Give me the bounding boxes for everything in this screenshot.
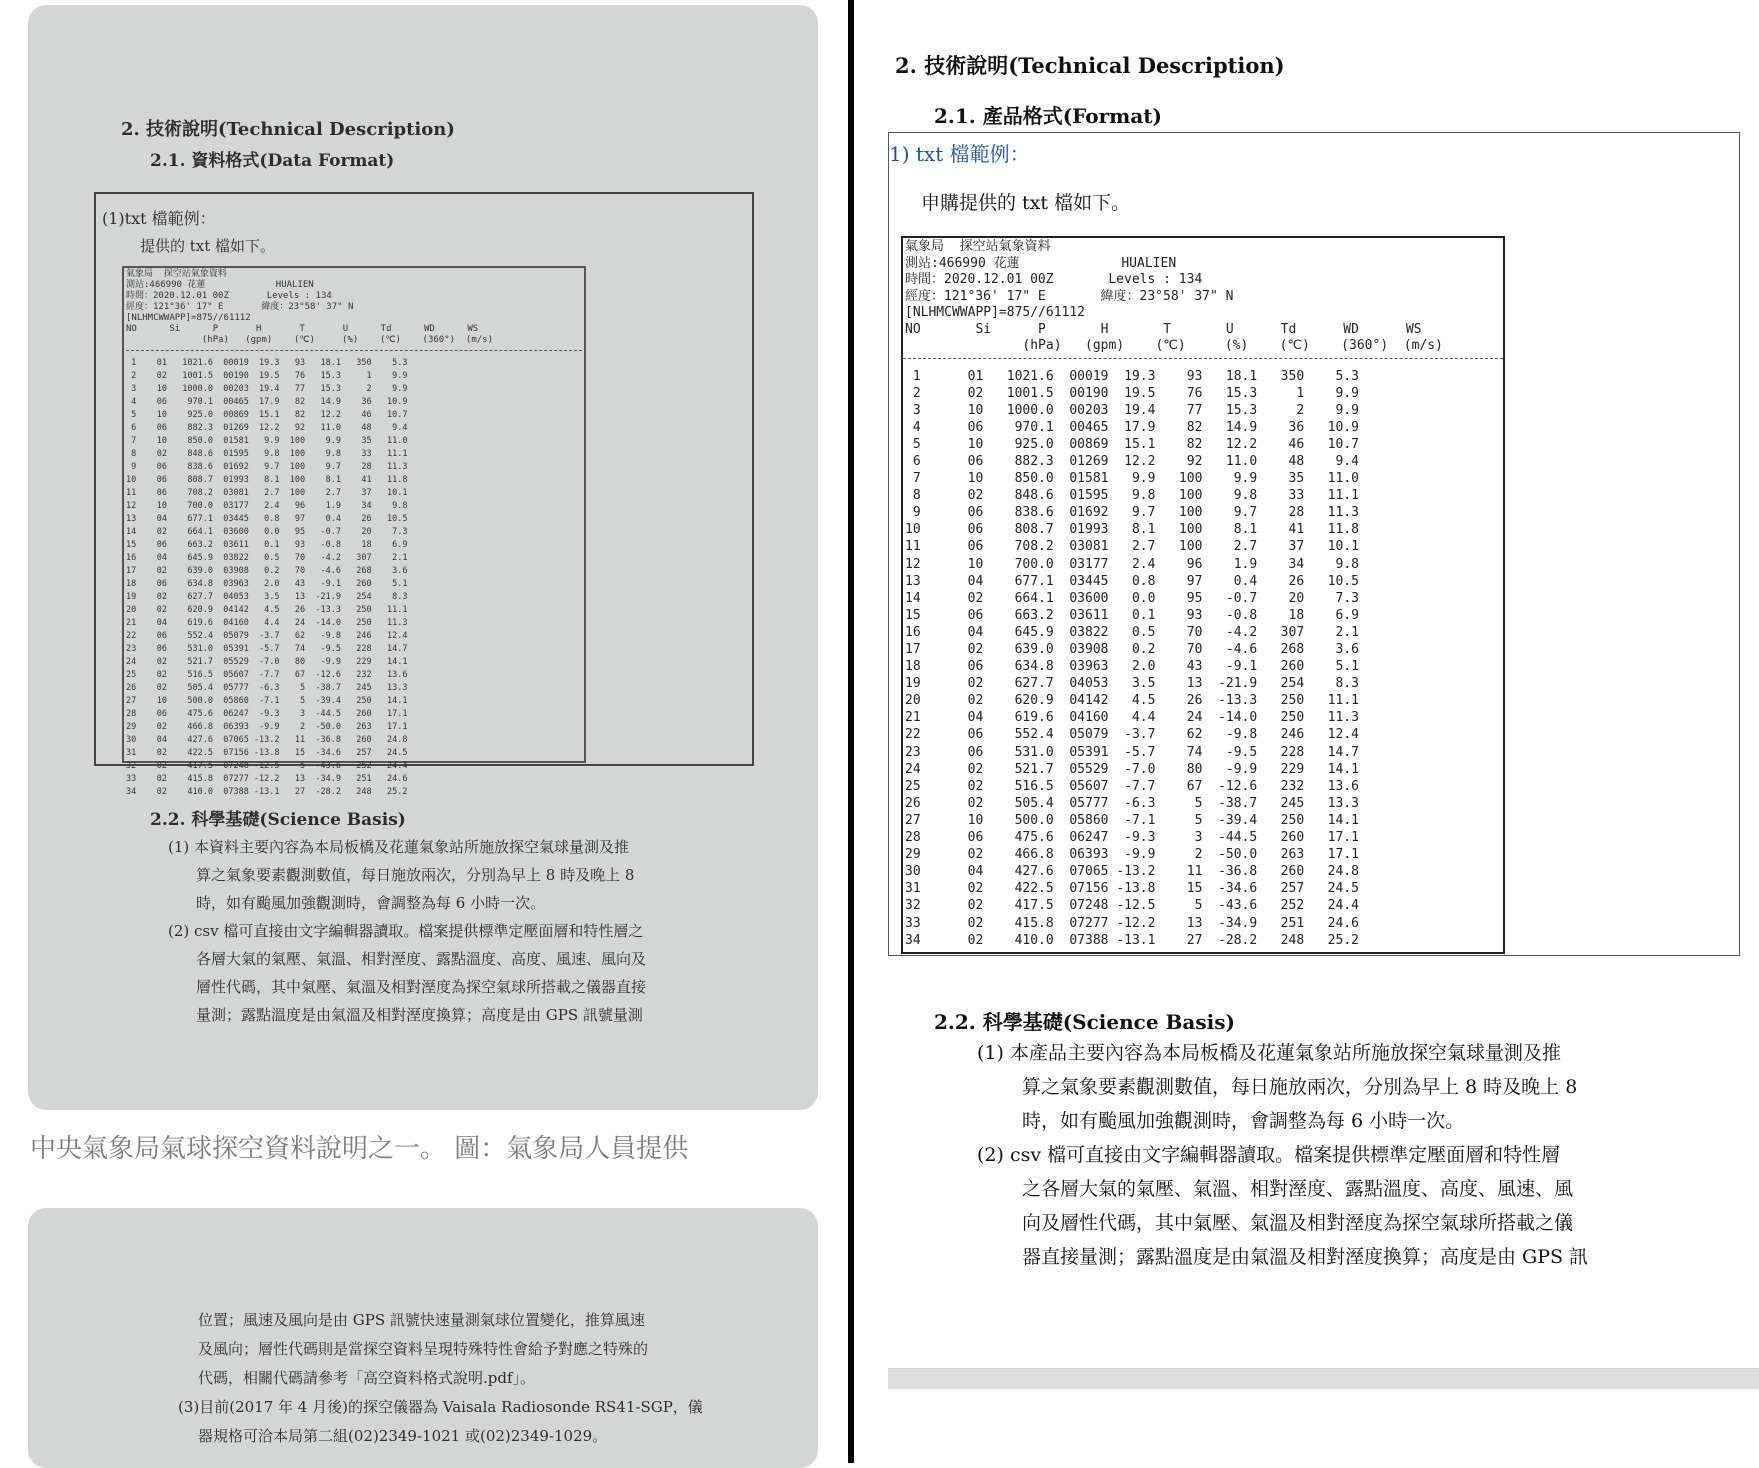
photo1-para1-line2: 算之氣象要素觀測數值，每日施放兩次，分別為早上 8 時及晚上 8 bbox=[196, 866, 635, 884]
right-example-box bbox=[888, 132, 1740, 956]
right-science-heading: 2.2. 科學基礎(Science Basis) bbox=[934, 1010, 1235, 1034]
right-data-table bbox=[901, 236, 1505, 954]
right-para1-line1: (1) 本產品主要內容為本局板橋及花蓮氣象站所施放探空氣球量測及推 bbox=[977, 1042, 1561, 1064]
photo2-line1: 位置；風速及風向是由 GPS 訊號快速量測氣球位置變化，推算風速 bbox=[198, 1311, 645, 1329]
photo-caption: 中央氣象局氣球探空資料說明之一。 圖：氣象局人員提供 bbox=[30, 1134, 689, 1164]
document-photo-2 bbox=[28, 1208, 818, 1468]
right-para2-line2: 之各層大氣的氣壓、氣溫、相對溼度、露點溫度、高度、風速、風 bbox=[1022, 1178, 1574, 1200]
document-photo-1 bbox=[28, 5, 818, 1110]
right-heading: 2. 技術說明(Technical Description) bbox=[895, 53, 1285, 78]
right-para1-line2: 算之氣象要素觀測數值，每日施放兩次，分別為早上 8 時及晚上 8 bbox=[1022, 1076, 1578, 1098]
photo1-para2-line3: 層性代碼，其中氣壓、氣溫及相對溼度為探空氣球所搭載之儀器直接 bbox=[196, 978, 647, 996]
photo1-para1-line3: 時，如有颱風加強觀測時，會調整為每 6 小時一次。 bbox=[196, 894, 546, 912]
photo1-table-header: 氣象局 探空站氣象資料 測站:466990 花蓮 HUALIEN 時間：2020.12.01 00Z Levels : 134 經度：121°36' 17" E 緯度：23°58' 37" N [NLHMCWWAPP]=875//61112 NO Si P H T U Td WD WS (hPa) (gpm) (℃) (%) (℃) (360°) (m/s) bbox=[126, 269, 493, 345]
photo1-para1-line1: (1) 本資料主要內容為本局板橋及花蓮氣象站所施放探空氣球量測及推 bbox=[168, 838, 630, 856]
photo1-heading: 2. 技術說明(Technical Description) bbox=[121, 119, 455, 140]
right-panel bbox=[854, 0, 1759, 1463]
photo2-line4: (3)目前(2017 年 4 月後)的探空儀器為 Vaisala Radiosonde RS41-SGP，儀 bbox=[178, 1398, 703, 1416]
photo1-para2-line1: (2) csv 檔可直接由文字編輯器讀取。檔案提供標準定壓面層和特性層之 bbox=[168, 922, 644, 940]
photo1-table-separator bbox=[126, 350, 582, 351]
photo1-science-heading: 2.2. 科學基礎(Science Basis) bbox=[150, 810, 406, 830]
photo2-line3: 代碼，相關代碼請參考「高空資料格式說明.pdf」。 bbox=[198, 1369, 536, 1387]
right-para1-line3: 時，如有颱風加強觀測時，會調整為每 6 小時一次。 bbox=[1022, 1110, 1465, 1132]
photo1-data-table bbox=[122, 266, 586, 797]
photo1-subheading: 2.1. 資料格式(Data Format) bbox=[150, 151, 395, 171]
right-table-separator bbox=[903, 358, 1503, 359]
page-bottom-scrollbar[interactable] bbox=[888, 1368, 1759, 1389]
right-table-header: 氣象局 探空站氣象資料 測站:466990 花蓮 HUALIEN 時間：2020.12.01 00Z Levels : 134 經度：121°36' 17" E 緯度：23°58' 37" N [NLHMCWWAPP]=875//61112 NO Si P H T U Td WD WS (hPa) (gpm) (℃) (%) (℃) (360°) (m/s) bbox=[905, 239, 1443, 353]
right-para2-line4: 器直接量測；露點溫度是由氣溫及相對溼度換算；高度是由 GPS 訊 bbox=[1022, 1246, 1589, 1268]
photo2-line5: 器規格可洽本局第二組(02)2349-1021 或(02)2349-1029。 bbox=[198, 1427, 608, 1445]
photo1-table-rows: 1 01 1021.6 00019 19.3 93 18.1 350 5.3 2 02 1001.5 00190 19.5 76 15.3 1 9.9 3 10 1000.0 00203 19.4 77 15.3 2 9.9 4 06 970.1 00465 17.9 82 14.9 36 10.9 5 10 925.0 00869 15.1 82 12.2 46 10.7 6 06 882.3 01269 12.2 92 11.0 48 9.4 7 10 850.0 01581 9.9 100 9.9 35 11.0 8 02 848.6 01595 9.8 100 9.8 33 11.1 9 06 838.6 01692 9.7 100 9.7 28 11.3 10 06 808.7 01993 8.1 100 8.1 41 11.8 11 06 708.2 03081 2.7 100 2.7 37 10.1 12 10 700.0 03177 2.4 96 1.9 34 9.8 13 04 677.1 03445 0.8 97 0.4 26 10.5 14 02 664.1 03600 0.0 95 -0.7 20 7.3 15 06 663.2 03611 0.1 93 -0.8 18 6.9 16 04 645.9 03822 0.5 70 -4.2 307 2.1 17 02 639.0 03908 0.2 70 -4.6 268 3.6 18 06 634.8 03963 2.0 43 -9.1 260 5.1 19 02 627.7 04053 3.5 13 -21.9 254 8.3 20 02 620.9 04142 4.5 26 -13.3 250 11.1 21 04 619.6 04160 4.4 24 -14.0 250 11.3 22 06 552.4 05079 -3.7 62 -9.8 246 12.4 23 06 531.0 05391 -5.7 74 -9.5 228 14.7 24 02 521.7 05529 -7.0 80 -9.9 229 14.1 25 02 516.5 05607 -7.7 67 -12.6 232 13.6 26 02 505.4 05777 -6.3 5 -38.7 245 13.3 27 10 500.0 05860 -7.1 5 -39.4 250 14.1 28 06 475.6 06247 -9.3 3 -44.5 260 17.1 29 02 466.8 06393 -9.9 2 -50.0 263 17.1 30 04 427.6 07065 -13.2 11 -36.8 260 24.8 31 02 422.5 07156 -13.8 15 -34.6 257 24.5 32 02 417.5 07248 -12.5 5 -43.6 252 24.4 33 02 415.8 07277 -12.2 13 -34.9 251 24.6 34 02 410.0 07388 -13.1 27 -28.2 248 25.2 bbox=[126, 358, 408, 797]
right-subheading: 2.1. 產品格式(Format) bbox=[934, 104, 1162, 128]
right-box-line1: 1) txt 檔範例： bbox=[889, 142, 1030, 166]
right-para2-line1: (2) csv 檔可直接由文字編輯器讀取。檔案提供標準定壓面層和特性層 bbox=[977, 1144, 1561, 1166]
right-para2-line3: 向及層性代碼，其中氣壓、氣溫及相對溼度為探空氣球所搭載之儀 bbox=[1022, 1212, 1574, 1234]
right-box-line2: 申購提供的 txt 檔如下。 bbox=[921, 192, 1131, 214]
photo2-line2: 及風向；層性代碼則是當探空資料呈現特殊特性會給予對應之特殊的 bbox=[198, 1340, 649, 1358]
photo1-para2-line4: 量測；露點溫度是由氣溫及相對溼度換算；高度是由 GPS 訊號量測 bbox=[196, 1006, 643, 1024]
photo1-box-line2: 提供的 txt 檔如下。 bbox=[140, 237, 276, 255]
photo1-para2-line2: 各層大氣的氣壓、氣溫、相對溼度、露點溫度、高度、風速、風向及 bbox=[196, 950, 647, 968]
photo1-example-box bbox=[94, 192, 754, 797]
right-table-rows: 1 01 1021.6 00019 19.3 93 18.1 350 5.3 2 02 1001.5 00190 19.5 76 15.3 1 9.9 3 10 1000.0 00203 19.4 77 15.3 2 9.9 4 06 970.1 00465 17.9 82 14.9 36 10.9 5 10 925.0 00869 15.1 82 12.2 46 10.7 6 06 882.3 01269 12.2 92 11.0 48 9.4 7 10 850.0 01581 9.9 100 9.9 35 11.0 8 02 848.6 01595 9.8 100 9.8 33 11.1 9 06 838.6 01692 9.7 100 9.7 28 11.3 10 06 808.7 01993 8.1 100 8.1 41 11.8 11 06 708.2 03081 2.7 100 2.7 37 10.1 12 10 700.0 03177 2.4 96 1.9 34 9.8 13 04 677.1 03445 0.8 97 0.4 26 10.5 14 02 664.1 03600 0.0 95 -0.7 20 7.3 15 06 663.2 03611 0.1 93 -0.8 18 6.9 16 04 645.9 03822 0.5 70 -4.2 307 2.1 17 02 639.0 03908 0.2 70 -4.6 268 3.6 18 06 634.8 03963 2.0 43 -9.1 260 5.1 19 02 627.7 04053 3.5 13 -21.9 254 8.3 20 02 620.9 04142 4.5 26 -13.3 250 11.1 21 04 619.6 04160 4.4 24 -14.0 250 11.3 22 06 552.4 05079 -3.7 62 -9.8 246 12.4 23 06 531.0 05391 -5.7 74 -9.5 228 14.7 24 02 521.7 05529 -7.0 80 -9.9 229 14.1 25 02 516.5 05607 -7.7 67 -12.6 232 13.6 26 02 505.4 05777 -6.3 5 -38.7 245 13.3 27 10 500.0 05860 -7.1 5 -39.4 250 14.1 28 06 475.6 06247 -9.3 3 -44.5 260 17.1 29 02 466.8 06393 -9.9 2 -50.0 263 17.1 30 04 427.6 07065 -13.2 11 -36.8 260 24.8 31 02 422.5 07156 -13.8 15 -34.6 257 24.5 32 02 417.5 07248 -12.5 5 -43.6 252 24.4 33 02 415.8 07277 -12.2 13 -34.9 251 24.6 34 02 410.0 07388 -13.1 27 -28.2 248 25.2 bbox=[905, 368, 1359, 948]
photo1-box-line1: (1)txt 檔範例： bbox=[102, 209, 216, 228]
left-panel bbox=[0, 0, 850, 1463]
